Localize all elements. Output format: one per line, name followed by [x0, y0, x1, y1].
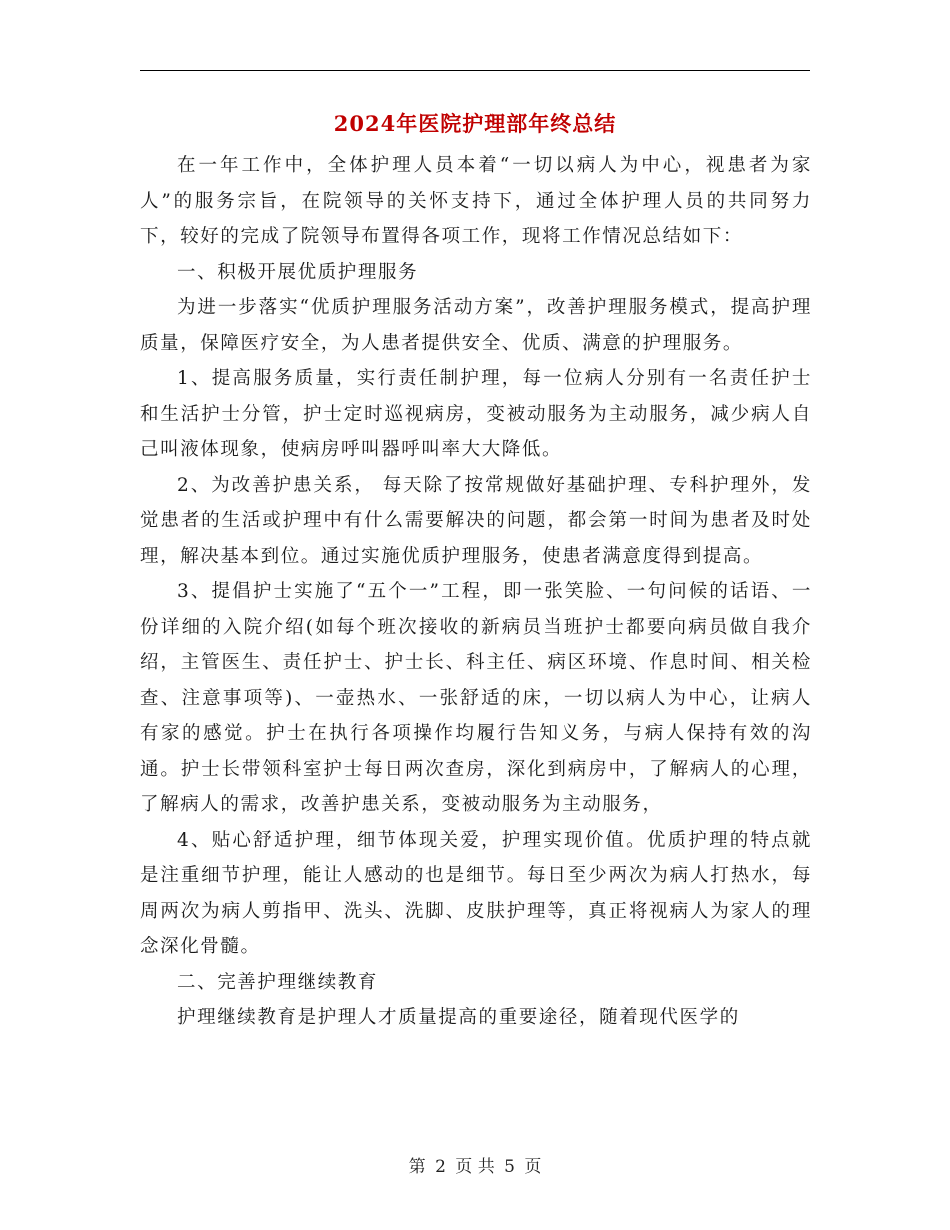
paragraph-item-4: 4、贴心舒适护理，细节体现关爱，护理实现价值。优质护理的特点就是注重细节护理，能让人感动的也是细节。每日至少两次为病人打热水，每周两次为病人剪指甲、洗头、洗脚、皮肤护理等，真正将视病人为家人的理念深化骨髓。 — [140, 829, 812, 957]
current-page-number: 2 — [435, 1157, 446, 1177]
section-heading-1: 一、积极开展优质护理服务 — [177, 261, 419, 283]
paragraph-intro: 在一年工作中，全体护理人员本着“一切以病人为中心，视患者为家人”的服务宗旨，在院领导的关怀支持下，通过全体护理人员的共同努力下，较好的完成了院领导布置得各项工作，现将工作情况总结如下： — [140, 155, 812, 247]
header-rule — [140, 70, 810, 71]
page-footer — [0, 1152, 950, 1177]
paragraph-item-1: 1、提高服务质量，实行责任制护理，每一位病人分别有一名责任护士和生活护士分管，护士定时巡视病房，变被动服务为主动服务，减少病人自己叫液体现象，使病房呼叫器呼叫率大大降低。 — [140, 368, 812, 460]
document-title: 2024年医院护理部年终总结 — [333, 111, 617, 136]
total-page-number: 5 — [504, 1157, 515, 1177]
paragraph-section-1-intro: 为进一步落实“优质护理服务活动方案”，改善护理服务模式，提高护理质量，保障医疗安全，为人患者提供安全、优质、满意的护理服务。 — [140, 297, 812, 354]
paragraph-item-2: 2、为改善护患关系， 每天除了按常规做好基础护理、专科护理外，发觉患者的生活或护理中有什么需要解决的问题，都会第一时间为患者及时处理，解决基本到位。通过实施优质护理服务，使患者满意度得到提高。 — [140, 474, 812, 567]
document-body — [140, 148, 812, 1036]
paragraph-section-2-intro: 护理继续教育是护理人才质量提高的重要途径，随着现代医学的 — [177, 1007, 740, 1028]
section-heading-2: 二、完善护理继续教育 — [177, 971, 379, 993]
footer-suffix: 页 — [524, 1157, 542, 1177]
paragraph-item-3: 3、提倡护士实施了“五个一”工程，即一张笑脸、一句问候的话语、一份详细的入院介绍(如每个班次接收的新病员当班护士都要向病员做自我介绍，主管医生、责任护士、护士长、科主任、病区环境、作息时间、相关检查、注意事项等)、一壶热水、一张舒适的床，一切以病人为中心，让病人有家的感觉。护士在执行各项操作均履行告知义务，与病人保持有效的沟通。护士长带领科室护士每日两次查房，深化到病房中，了解病人的心理，了解病人的需求，改善护患关系，变被动服务为主动服务， — [140, 581, 812, 815]
footer-middle: 页 共 — [455, 1157, 495, 1177]
footer-prefix: 第 — [408, 1157, 426, 1177]
